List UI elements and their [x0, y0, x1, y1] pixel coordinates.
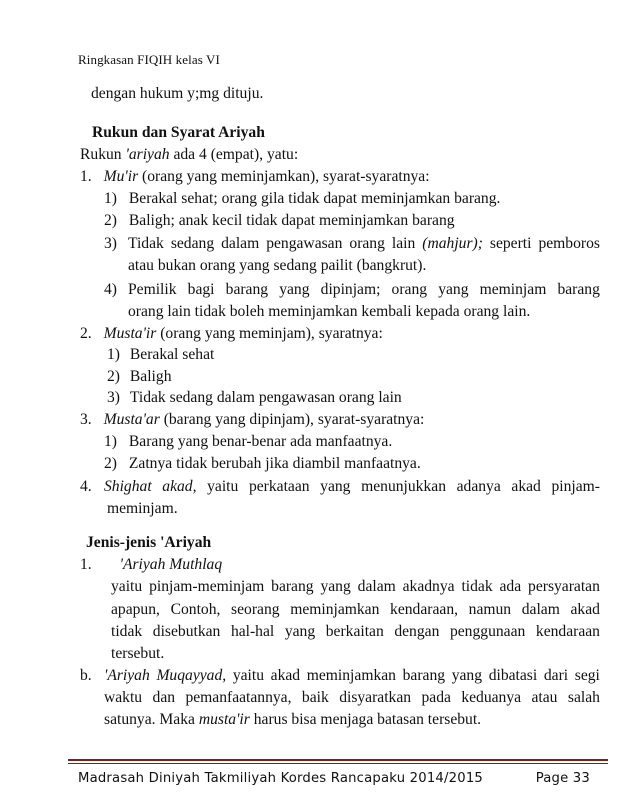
sub-number: 4) [104, 281, 117, 298]
sub-number: 2) [107, 368, 120, 385]
sub-text: Baligh; anak kecil tidak dapat meminjamkan barang [128, 212, 455, 229]
item-continuation: meminjam. [107, 500, 178, 517]
word: orang [349, 235, 385, 252]
footer [78, 771, 590, 786]
sub-item [107, 345, 214, 365]
sub-number: 1) [104, 433, 117, 450]
word: yang [284, 623, 316, 640]
word: 'Ariyah [104, 667, 150, 684]
word: baik [301, 689, 329, 706]
item-number: 1. [80, 168, 92, 185]
word: dibatasi [488, 667, 538, 684]
word: menunjukkan [361, 478, 446, 495]
word: barang [271, 578, 314, 595]
item-number: 1. [80, 556, 92, 573]
word: meminjam [479, 281, 547, 298]
word: kendaraan [535, 623, 600, 640]
word: seperti [489, 235, 532, 252]
word: disebutkan [152, 623, 221, 640]
word: orang [391, 281, 428, 298]
word: yang [279, 281, 310, 298]
list-item-muqayyad [104, 666, 600, 686]
word: kendaraan, [390, 601, 459, 618]
word: ada [499, 578, 522, 595]
page-number: Page 33 [535, 771, 590, 786]
word: apapun, [111, 601, 160, 618]
word: meminjamkan [290, 601, 380, 618]
word: dengan [394, 623, 440, 640]
word: dalam [521, 601, 560, 618]
word: seorang [231, 601, 280, 618]
para-text: satunya. Maka [104, 711, 199, 728]
list-item-muthlaq [80, 555, 222, 575]
word: barang [225, 281, 269, 298]
word: akad [270, 667, 301, 684]
list-item-musta-ar [80, 410, 424, 430]
sub-text: Berakal sehat; orang gila tidak dapat meminjamkan barang. [128, 190, 501, 207]
section-heading-rukun: Rukun dan Syarat Ariyah [92, 124, 265, 141]
word: penggunaan [449, 623, 526, 640]
intro-line: dengan hukum y;mg dituju. [91, 85, 264, 102]
item-desc: (barang yang dipinjam), syarat-syaratnya: [159, 411, 425, 428]
word: adanya [456, 478, 501, 495]
word: yaitu [207, 478, 239, 495]
item-number: b. [80, 667, 92, 684]
item-number: 2. [80, 325, 92, 342]
word: (mahjur); [422, 235, 483, 252]
word: pemboros [538, 235, 600, 252]
rukun-lead [80, 145, 298, 165]
sub-text: Baligh [129, 368, 172, 385]
paragraph-line [111, 622, 600, 642]
word: barang [402, 667, 446, 684]
item-number: 4. [80, 478, 92, 495]
word: dari [543, 667, 569, 684]
word: namun [468, 601, 512, 618]
item-term: Musta'ar [103, 411, 160, 428]
word: segi [574, 667, 600, 684]
paragraph-line [111, 577, 600, 597]
paragraph-line [104, 688, 600, 708]
sub-item [104, 234, 117, 254]
word: dipinjam; [320, 281, 381, 298]
word: waktu [104, 689, 143, 706]
paragraph-line [104, 710, 481, 730]
sub-text-justified [128, 234, 600, 254]
word: persyaratan [528, 578, 600, 595]
item-term: Musta'ir [103, 325, 157, 342]
word: akad [570, 601, 600, 618]
word: sedang [170, 235, 215, 252]
para-term: musta'ir [198, 711, 250, 728]
lead-text-end: ada 4 (empat), yatu: [169, 146, 299, 163]
sub-number: 2) [104, 455, 117, 472]
sub-number: 3) [104, 235, 117, 252]
sub-text: Berakal sehat [129, 346, 215, 363]
footer-rule-thick [68, 759, 608, 761]
word: keduanya [461, 689, 522, 706]
item-desc: (orang yang meminjam), syaratnya: [156, 325, 383, 342]
word: tidak [111, 623, 143, 640]
word: Tidak [128, 235, 164, 252]
word: perkataan [248, 478, 310, 495]
sub-text-justified [128, 280, 600, 300]
list-item-shighat [104, 477, 600, 497]
word: dalam [221, 235, 260, 252]
footer-left: Madrasah Diniyah Takmiliyah Kordes Rancapaku 2014/2015 [78, 771, 484, 786]
sub-number: 1) [104, 190, 117, 207]
sub-item [104, 189, 500, 209]
word: meminjamkan [306, 667, 396, 684]
list-item-musta-ir [80, 324, 383, 344]
word: akad, [162, 478, 197, 495]
sub-item [104, 432, 392, 452]
word: Pemilik [128, 281, 177, 298]
word: Contoh, [170, 601, 221, 618]
word: yang [438, 281, 469, 298]
sub-continuation: atau bukan orang yang sedang pailit (bangkrut). [128, 257, 427, 274]
section-heading-jenis: Jenis-jenis 'Ariyah [86, 534, 212, 551]
para-text-end: harus bisa menjaga batasan tersebut. [249, 711, 482, 728]
word: Shighat [104, 478, 152, 495]
paragraph-line: tersebut. [111, 645, 165, 662]
sub-number: 3) [107, 389, 120, 406]
sub-text: Zatnya tidak berubah jika diambil manfaatnya. [128, 455, 421, 472]
sub-item [104, 280, 117, 300]
word: salah [567, 689, 600, 706]
word: yaitu [111, 578, 143, 595]
paragraph-line [111, 600, 600, 620]
running-header: Ringkasan FIQIH kelas VI [78, 52, 220, 67]
word: pinjam- [551, 478, 600, 495]
word: akadnya [402, 578, 455, 595]
item-desc: (orang yang meminjamkan), syarat-syaratnya: [138, 168, 430, 185]
word: akad [511, 478, 541, 495]
word: disyaratkan [339, 689, 412, 706]
word: pemanfaatannya, [185, 689, 292, 706]
word: pengawasan [266, 235, 343, 252]
word: yang [320, 478, 351, 495]
sub-number: 2) [104, 212, 117, 229]
sub-item [104, 454, 421, 474]
word: yaitu [232, 667, 264, 684]
sub-item [104, 211, 455, 231]
sub-item [107, 367, 172, 387]
sub-text: Tidak sedang dalam pengawasan orang lain [129, 389, 402, 406]
word: barang [557, 281, 600, 298]
word: atau [531, 689, 558, 706]
lead-text: Rukun [80, 146, 126, 163]
sub-text: Barang yang benar-benar ada manfaatnya. [128, 433, 393, 450]
word: lain [391, 235, 416, 252]
word: Muqayyad, [156, 667, 227, 684]
lead-term: 'ariyah [125, 146, 170, 163]
sub-continuation: orang lain tidak boleh meminjamkan kembali kepada orang lain. [128, 303, 531, 320]
word: pinjam-meminjam [149, 578, 265, 595]
list-item-mu-ir [80, 167, 430, 187]
item-number: 3. [80, 411, 92, 428]
word: pada [421, 689, 451, 706]
word: yang [451, 667, 483, 684]
word: bagi [187, 281, 215, 298]
footer-rule-thin [68, 763, 608, 764]
word: tidak [461, 578, 493, 595]
sub-item [107, 388, 402, 408]
item-term: Mu'ir [103, 168, 139, 185]
sub-number: 1) [107, 346, 120, 363]
word: dalam [357, 578, 396, 595]
word: dan [152, 689, 176, 706]
word: hal-hal [230, 623, 275, 640]
item-term: 'Ariyah Muthlaq [119, 556, 223, 573]
word: yang [320, 578, 351, 595]
word: berkaitan [325, 623, 384, 640]
